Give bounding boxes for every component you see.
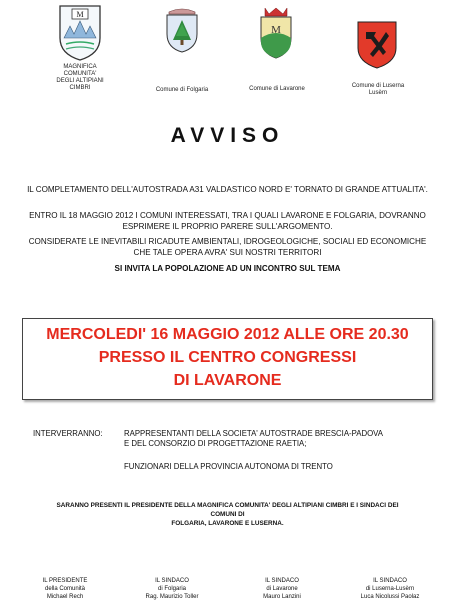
presence-note [6, 501, 449, 528]
presence-line: SARANNO PRESENTI IL PRESIDENTE DELLA MAGNIFICA COMUNITA' DEGLI ALTIPIANI CIMBRI E I SINDACI DEI [56, 502, 399, 509]
speaker-item-1 [124, 429, 444, 449]
luserna-crest-icon [356, 20, 398, 70]
paragraph-completion: IL COMPLETAMENTO DELL'AUTOSTRADA A31 VALDASTICO NORD E' TORNATO DI GRANDE ATTUALITA'. [27, 185, 428, 194]
signature-luserna [345, 577, 435, 601]
presence-line: FOLGARIA, LAVARONE E LUSERNA. [171, 520, 284, 527]
comunita-crest-icon [58, 4, 102, 62]
signature-role: IL SINDACO [155, 578, 189, 584]
presence-line: COMUNI DI [210, 511, 245, 518]
event-date: MERCOLEDI' 16 MAGGIO 2012 ALLE ORE 20.30 [46, 326, 409, 343]
event-box [22, 318, 433, 400]
signature-folgaria [127, 577, 217, 601]
speaker-item-2: FUNZIONARI DELLA PROVINCIA AUTONOMA DI TRENTO [124, 462, 333, 471]
signature-president [20, 577, 110, 601]
signature-role: IL PRESIDENTE [42, 578, 88, 584]
signature-lavarone [237, 577, 327, 601]
invite-text: SI INVITA LA POPOLAZIONE AD UN INCONTRO SUL TEMA [114, 264, 341, 273]
event-place: DI LAVARONE [173, 372, 282, 389]
svg-text:M: M [271, 24, 281, 36]
event-venue: PRESSO IL CENTRO CONGRESSI [98, 349, 357, 366]
speaker-line: RAPPRESENTANTI DELLA SOCIETA' AUTOSTRADE BRESCIA-PADOVA [124, 429, 383, 438]
lavarone-crest-icon [257, 6, 295, 60]
logo-caption: DEGLI ALTIPIANI CIMBRI [56, 78, 104, 91]
speaker-line: E DEL CONSORZIO DI PROGETTAZIONE RAETIA; [124, 439, 307, 448]
signature-name: Luca Nicolussi Paolaz [360, 594, 420, 600]
signature-role: IL SINDACO [373, 578, 407, 584]
logo-caption: Comune di Luserna [351, 83, 405, 89]
signature-name: Michael Rech [46, 594, 84, 600]
paragraph-impacts: CONSIDERATE LE INEVITABILI RICADUTE AMBIENTALI, IDROGEOLOGICHE, SOCIALI ED ECONOMICHE CHE TALE OPERA AVRA' SUI NOSTRI TERRITORI [28, 237, 427, 257]
logo-caption: Comune di Folgaria [155, 87, 209, 93]
logo-caption: MAGNIFICA COMUNITA' [63, 64, 97, 77]
signature-name: Mauro Lanzini [263, 594, 301, 600]
svg-text:M: M [76, 10, 84, 19]
logo-caption: Lusèrn [368, 90, 388, 96]
logo-caption: Comune di Lavarone [249, 86, 305, 92]
signature-of: di Lavarone [266, 586, 298, 592]
notice-title: AVVISO [170, 124, 285, 147]
signature-of: di Folgaria [157, 586, 186, 592]
signature-name: Rag. Maurizio Toller [145, 594, 199, 600]
paragraph-deadline: ENTRO IL 18 MAGGIO 2012 I COMUNI INTERESSATI, TRA I QUALI LAVARONE E FOLGARIA, DOVRANNO ESPRIMERE IL PROPRIO PARERE SULL'ARGOMENTO. [29, 211, 426, 231]
folgaria-crest-icon [163, 6, 201, 54]
signature-role: IL SINDACO [265, 578, 299, 584]
signature-of: della Comunità [44, 586, 86, 592]
signature-of: di Luserna-Lusèrn [365, 586, 415, 592]
speakers-label: INTERVERRANNO: [33, 429, 103, 438]
